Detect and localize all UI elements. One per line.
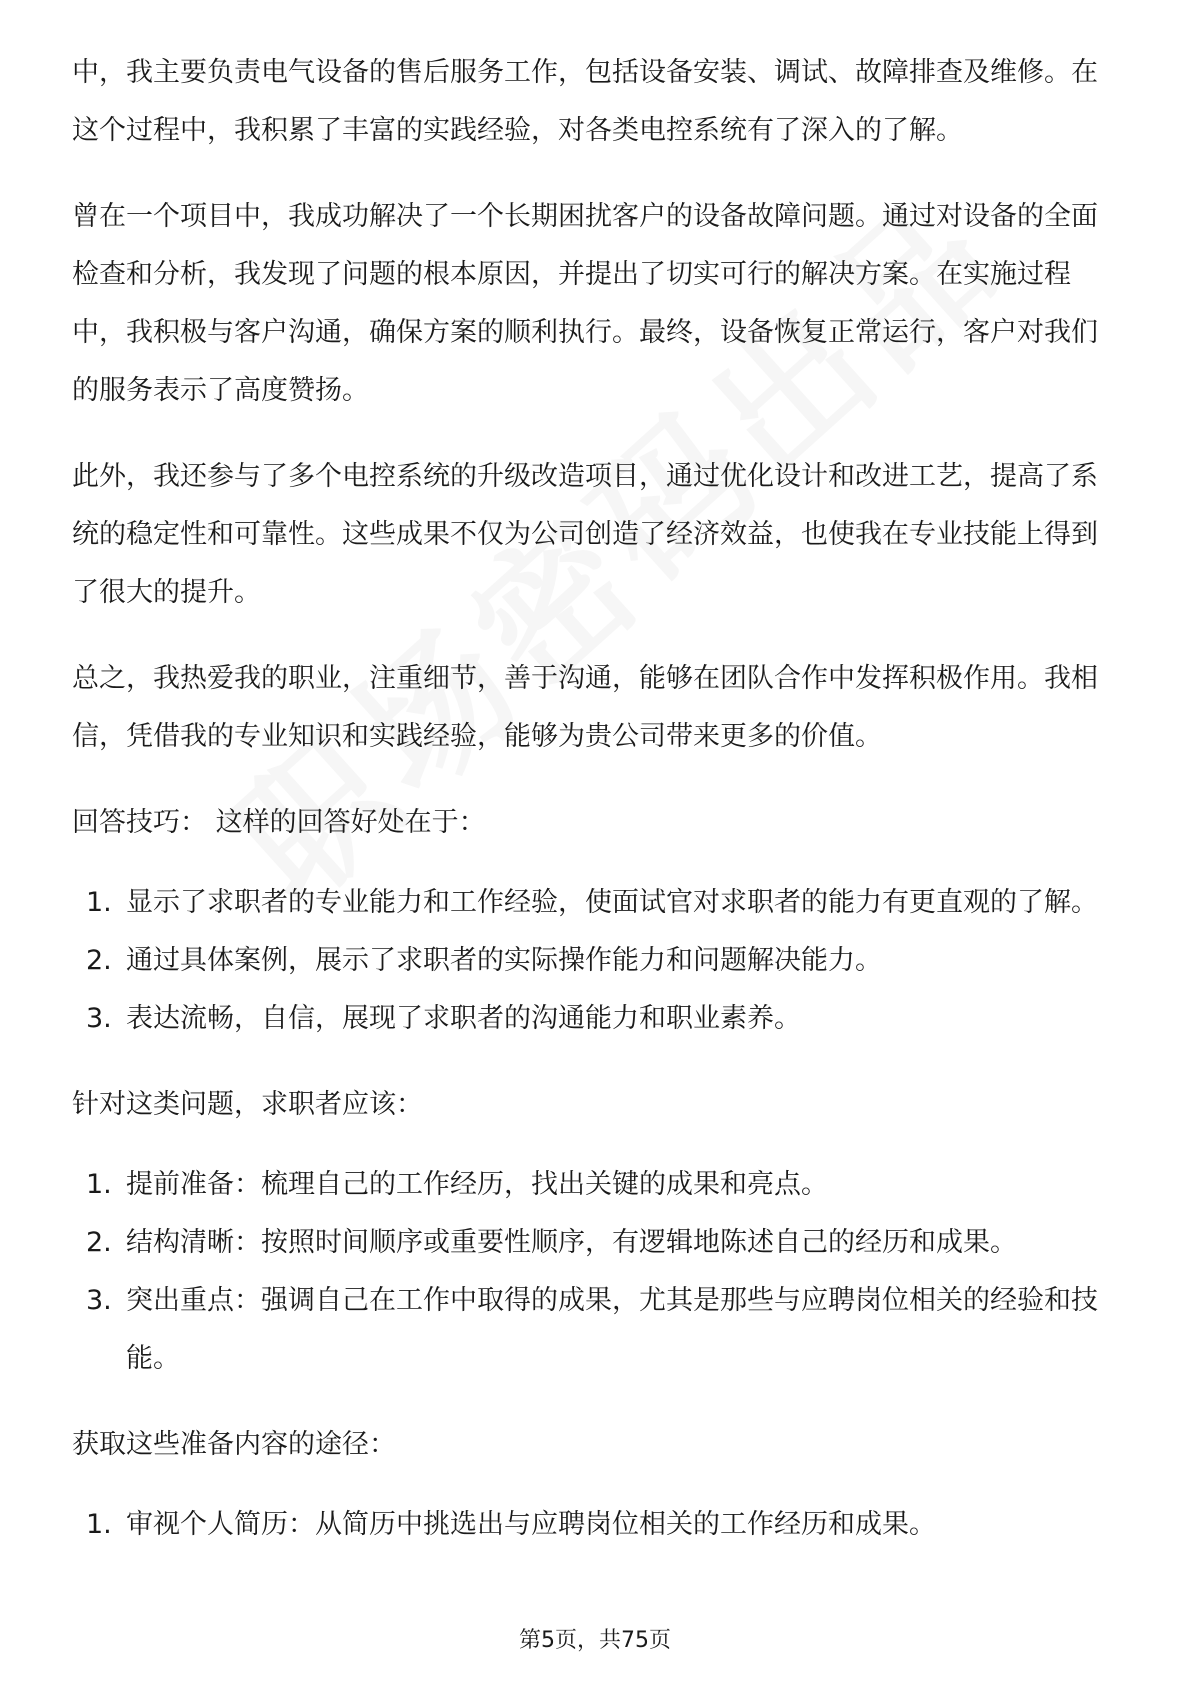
page-number-footer: 第5页，共75页 <box>519 1628 671 1653</box>
list-number: 2. <box>86 1227 112 1258</box>
list-item <box>72 874 1122 932</box>
list-number: 1. <box>86 1169 112 1200</box>
paragraph: 此外，我还参与了多个电控系统的升级改造项目，通过优化设计和改进工艺，提高了系统的稳定性和可靠性。这些成果不仅为公司创造了经济效益，也使我在专业技能上得到了很大的提升。 <box>72 461 1098 608</box>
advice-list <box>72 1156 1122 1388</box>
advice-heading: 针对这类问题，求职者应该： <box>72 1089 423 1120</box>
list-text: 通过具体案例，展示了求职者的实际操作能力和问题解决能力。 <box>126 945 882 976</box>
tips-heading: 回答技巧： 这样的回答好处在于： <box>72 807 486 838</box>
list-text: 提前准备：梳理自己的工作经历，找出关键的成果和亮点。 <box>126 1169 828 1200</box>
list-item <box>72 1272 1122 1388</box>
paragraph: 曾在一个项目中，我成功解决了一个长期困扰客户的设备故障问题。通过对设备的全面检查和分析，我发现了问题的根本原因，并提出了切实可行的解决方案。在实施过程中，我积极与客户沟通，确保方案的顺利执行。最终，设备恢复正常运行，客户对我们的服务表示了高度赞扬。 <box>72 201 1098 406</box>
list-text: 显示了求职者的专业能力和工作经验，使面试官对求职者的能力有更直观的了解。 <box>126 887 1098 918</box>
paragraph: 总之，我热爱我的职业，注重细节，善于沟通，能够在团队合作中发挥积极作用。我相信，凭借我的专业知识和实践经验，能够为贵公司带来更多的价值。 <box>72 663 1098 752</box>
list-text: 表达流畅，自信，展现了求职者的沟通能力和职业素养。 <box>126 1003 801 1034</box>
list-item <box>72 932 1122 990</box>
list-text: 突出重点：强调自己在工作中取得的成果，尤其是那些与应聘岗位相关的经验和技能。 <box>126 1285 1098 1374</box>
list-number: 2. <box>86 945 112 976</box>
list-number: 1. <box>86 1509 112 1540</box>
tips-list <box>72 874 1122 1048</box>
list-text: 结构清晰：按照时间顺序或重要性顺序，有逻辑地陈述自己的经历和成果。 <box>126 1227 1017 1258</box>
list-item <box>72 990 1122 1048</box>
sources-list <box>72 1496 1122 1554</box>
sources-heading: 获取这些准备内容的途径： <box>72 1429 396 1460</box>
list-item <box>72 1156 1122 1214</box>
paragraph: 中，我主要负责电气设备的售后服务工作，包括设备安装、调试、故障排查及维修。在这个过程中，我积累了丰富的实践经验，对各类电控系统有了深入的了解。 <box>72 57 1098 146</box>
document-body <box>72 44 1122 1582</box>
list-text: 审视个人简历：从简历中挑选出与应聘岗位相关的工作经历和成果。 <box>126 1509 936 1540</box>
list-number: 3. <box>86 1003 112 1034</box>
list-item <box>72 1214 1122 1272</box>
list-number: 1. <box>86 887 112 918</box>
list-item <box>72 1496 1122 1554</box>
list-number: 3. <box>86 1285 112 1316</box>
